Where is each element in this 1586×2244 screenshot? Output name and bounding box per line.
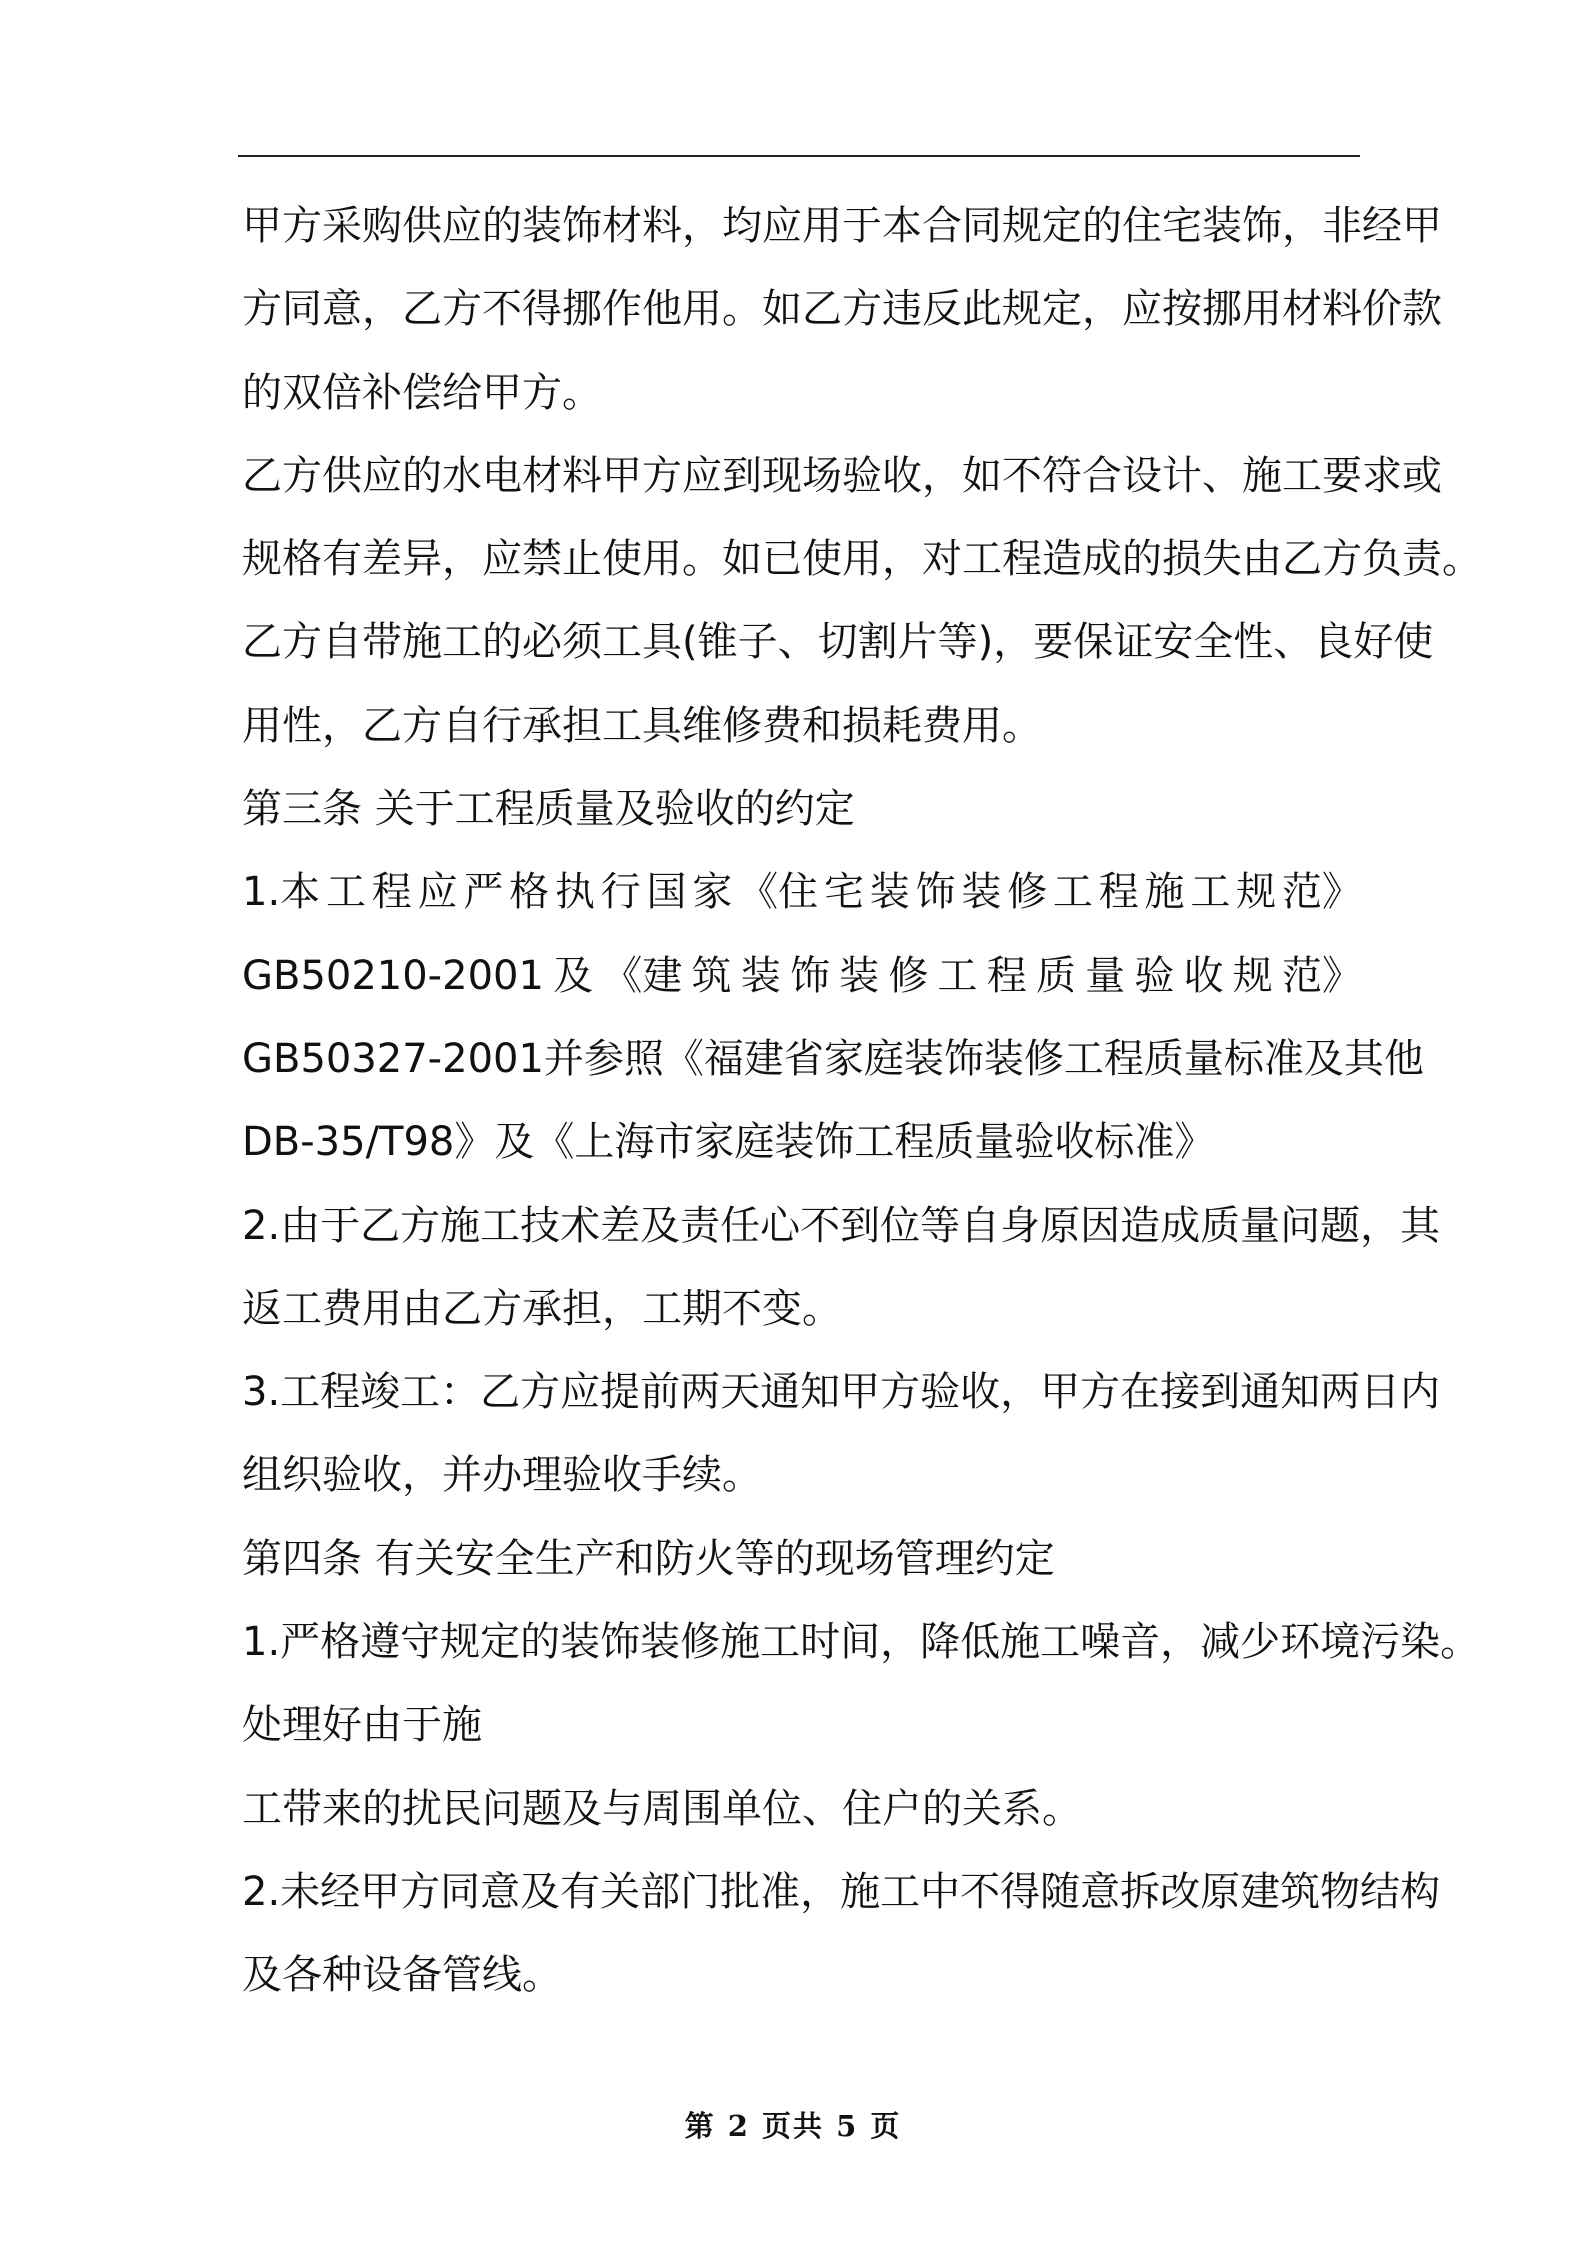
paragraph-line: 2.由于乙方施工技术差及责任心不到位等自身原因造成质量问题，其 — [242, 1202, 1441, 1249]
justified-token: 装 — [839, 952, 880, 999]
justified-token: 格 — [509, 869, 550, 916]
justified-token: 程 — [1098, 869, 1139, 916]
justified-token: 量 — [1085, 952, 1126, 999]
page-number-footer — [0, 2104, 1586, 2145]
paragraph-line: DB-35/T98》及《上海市家庭装饰工程质量验收标准》 — [242, 1119, 1215, 1166]
paragraph-line-justified — [242, 946, 1362, 1029]
justified-token: 《住 — [738, 869, 819, 916]
section-heading-article-4: 第四条 有关安全生产和防火等的现场管理约定 — [242, 1535, 1055, 1582]
justified-token: 应 — [417, 869, 458, 916]
justified-token: 宅 — [823, 869, 864, 916]
paragraph-line: 及各种设备管线。 — [242, 1952, 562, 1999]
paragraph-line: 返工费用由乙方承担，工期不变。 — [242, 1285, 842, 1332]
justified-token: 行 — [600, 869, 641, 916]
justified-token: 验 — [1134, 952, 1175, 999]
justified-token: 工 — [325, 869, 366, 916]
justified-token: 工 — [1052, 869, 1093, 916]
footer-suffix: 页 — [870, 2109, 902, 2143]
paragraph-line: 规格有差异，应禁止使用。如已使用，对工程造成的损失由乙方负责。 — [242, 536, 1482, 583]
justified-token: 收 — [1183, 952, 1224, 999]
paragraph-line: 的双倍补偿给甲方。 — [242, 369, 602, 416]
justified-token: 执 — [554, 869, 595, 916]
justified-token: 及 — [553, 952, 594, 999]
justified-token: 质 — [1035, 952, 1076, 999]
footer-prefix: 第 — [684, 2109, 716, 2143]
justified-token: 程 — [371, 869, 412, 916]
justified-token: 修 — [888, 952, 929, 999]
justified-token: 《建 — [602, 952, 683, 999]
paragraph-line: 乙方自带施工的必须工具(锥子、切割片等)，要保证安全性、良好使 — [242, 619, 1434, 666]
paragraph-line: 1.严格遵守规定的装饰装修施工时间，降低施工噪音，减少环境污染。 — [242, 1619, 1481, 1666]
footer-middle: 页共 — [761, 2109, 824, 2143]
justified-token: 饰 — [789, 952, 830, 999]
header-rule — [238, 155, 1360, 157]
justified-token: 装 — [740, 952, 781, 999]
paragraph-line-justified — [242, 862, 1362, 945]
justified-token: 装 — [869, 869, 910, 916]
document-body — [242, 196, 1482, 2029]
paragraph-line: 3.工程竣工：乙方应提前两天通知甲方验收，甲方在接到通知两日内 — [242, 1369, 1441, 1416]
paragraph-line: 处理好由于施 — [242, 1702, 482, 1749]
paragraph-line: 2.未经甲方同意及有关部门批准，施工中不得随意拆改原建筑物结构 — [242, 1868, 1441, 1915]
justified-token: 装 — [961, 869, 1002, 916]
justified-token: 规 — [1236, 869, 1277, 916]
paragraph-line: 甲方采购供应的装饰材料，均应用于本合同规定的住宅装饰，非经甲 — [242, 203, 1442, 249]
justified-token: 程 — [986, 952, 1027, 999]
footer-total-pages: 5 — [836, 2109, 859, 2143]
justified-token: 家 — [692, 869, 733, 916]
justified-token: 修 — [1007, 869, 1048, 916]
justified-token: 工 — [937, 952, 978, 999]
justified-token: 规 — [1232, 952, 1273, 999]
paragraph-line: 方同意，乙方不得挪作他用。如乙方违反此规定，应按挪用材料价款 — [242, 286, 1442, 333]
justified-token: 工 — [1190, 869, 1231, 916]
justified-token: 饰 — [915, 869, 956, 916]
footer-page-number: 2 — [727, 2109, 750, 2143]
justified-token: 施 — [1144, 869, 1185, 916]
justified-token: 范》 — [1281, 869, 1362, 916]
justified-token: 国 — [646, 869, 687, 916]
justified-token: 筑 — [691, 952, 732, 999]
paragraph-line: GB50327-2001并参照《福建省家庭装饰装修工程质量标准及其他 — [242, 1035, 1424, 1082]
paragraph-line: 组织验收，并办理验收手续。 — [242, 1452, 762, 1499]
paragraph-line: 用性，乙方自行承担工具维修费和损耗费用。 — [242, 702, 1042, 749]
section-heading-article-3: 第三条 关于工程质量及验收的约定 — [242, 786, 855, 833]
justified-token: 严 — [463, 869, 504, 916]
justified-token: GB50210-2001 — [242, 952, 544, 999]
justified-token: 1.本 — [242, 869, 321, 916]
paragraph-line: 工带来的扰民问题及与周围单位、住户的关系。 — [242, 1785, 1082, 1832]
paragraph-line: 乙方供应的水电材料甲方应到现场验收，如不符合设计、施工要求或 — [242, 452, 1442, 499]
justified-token: 范》 — [1281, 952, 1362, 999]
